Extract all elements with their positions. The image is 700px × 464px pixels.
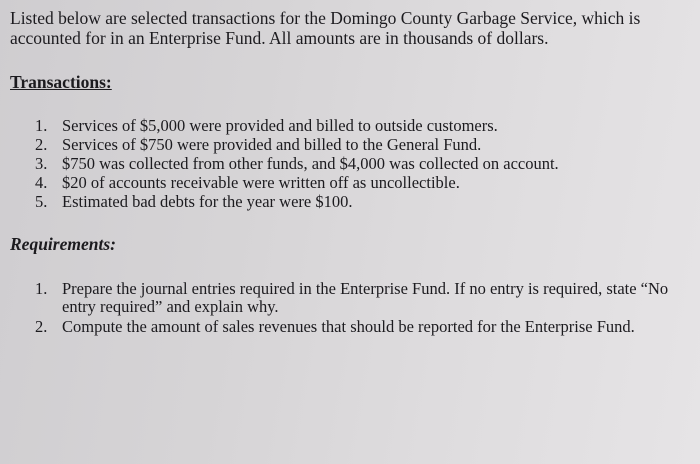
item-number: 1. bbox=[35, 116, 48, 135]
requirements-heading: Requirements: bbox=[10, 234, 116, 254]
item-text: Services of $750 were provided and billed to the General Fund. bbox=[62, 135, 482, 154]
item-number: 5. bbox=[35, 192, 48, 211]
transaction-item bbox=[35, 154, 675, 173]
item-text: $750 was collected from other funds, and $4,000 was collected on account. bbox=[62, 154, 559, 173]
item-text: Prepare the journal entries required in the Enterprise Fund. If no entry is required, state “No entry required” and explain why. bbox=[62, 279, 669, 316]
item-number: 1. bbox=[35, 279, 48, 298]
item-number: 3. bbox=[35, 154, 48, 173]
transactions-heading: Transactions: bbox=[10, 72, 112, 92]
item-text: Compute the amount of sales revenues that should be reported for the Enterprise Fund. bbox=[62, 317, 635, 336]
transaction-item bbox=[35, 192, 675, 211]
item-text: Estimated bad debts for the year were $100. bbox=[62, 192, 353, 211]
item-number: 4. bbox=[35, 173, 48, 192]
transactions-list bbox=[35, 116, 675, 211]
transaction-item bbox=[35, 116, 675, 135]
item-number: 2. bbox=[35, 317, 48, 336]
item-text: Services of $5,000 were provided and billed to outside customers. bbox=[62, 116, 498, 135]
requirements-list bbox=[35, 280, 675, 339]
requirement-item bbox=[35, 318, 675, 336]
transaction-item bbox=[35, 173, 675, 192]
intro-paragraph: Listed below are selected transactions for the Domingo County Garbage Service, which is accounted for in an Enterprise Fund. All amounts are in thousands of dollars. bbox=[10, 8, 641, 48]
requirement-item bbox=[35, 280, 675, 315]
item-text: $20 of accounts receivable were written off as uncollectible. bbox=[62, 173, 460, 192]
transaction-item bbox=[35, 135, 675, 154]
item-number: 2. bbox=[35, 135, 48, 154]
